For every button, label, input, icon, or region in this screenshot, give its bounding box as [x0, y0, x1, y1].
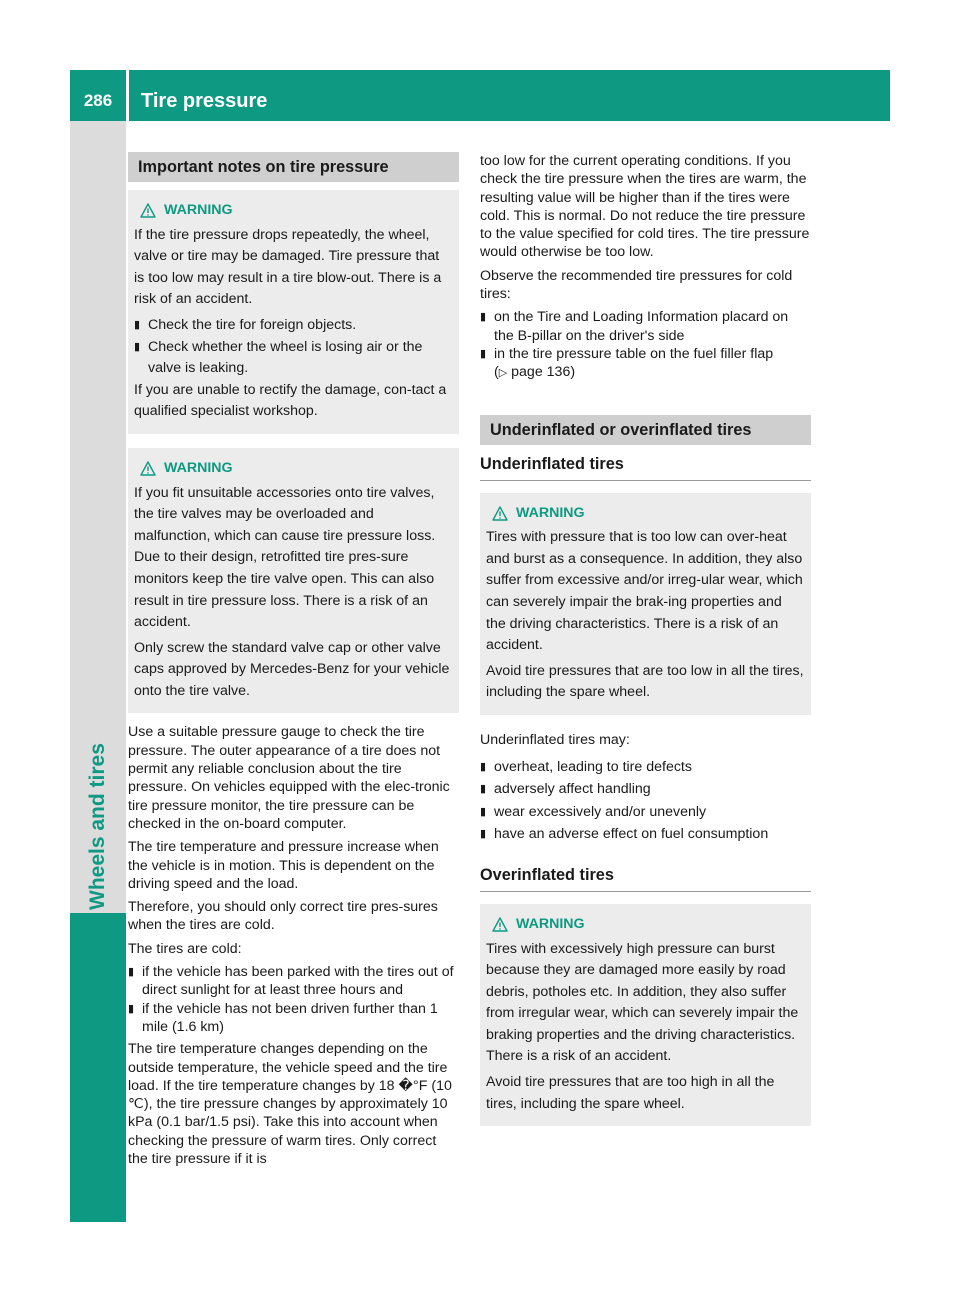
warning-box-1: [128, 190, 459, 434]
list-item: ▮ have an adverse effect on fuel consumption: [480, 823, 811, 846]
list-item: ▮ in the tire pressure table on the fuel filler flap (▷ page 136): [480, 345, 811, 383]
warning-title: WARNING: [134, 200, 453, 222]
warning-triangle-icon: [492, 917, 508, 932]
body-paragraph: The tire temperature and pressure increase when the vehicle is in motion. This is dependent on the driving speed and the load.: [128, 839, 439, 892]
bullet-icon: ▮: [128, 966, 135, 979]
bullet-icon: ▮: [480, 311, 487, 324]
bullet-icon: ▮: [128, 1002, 135, 1015]
list-item: ▮ Check the tire for foreign objects.: [134, 315, 453, 337]
warning-text: If you are unable to rectify the damage, con-tact a qualified specialist workshop.: [134, 381, 447, 420]
warning-text: If you fit unsuitable accessories onto tire valves, the tire valves may be overloaded and malfunction, which can cause tire pressure loss. Due to their design, retrofitted tire pres-sure monitors keep the tire valve open. This can also result in tire pressure loss. There is a risk of an accident.: [134, 484, 436, 631]
bullet-icon: ▮: [480, 805, 487, 818]
subheading-underinflated: Underinflated tires: [480, 453, 811, 481]
body-paragraph: The tires are cold:: [128, 940, 242, 957]
bullet-icon: ▮: [480, 347, 487, 360]
side-block: [70, 913, 126, 1222]
left-column: [128, 152, 459, 1173]
list-item: ▮ on the Tire and Loading Information placard on the B-pillar on the driver's side: [480, 309, 789, 344]
warning-title: WARNING: [486, 914, 805, 936]
header-divider: [126, 70, 129, 121]
bullet-icon: ▮: [134, 340, 141, 353]
list-item: ▮ overheat, leading to tire defects: [480, 756, 811, 779]
warning-triangle-icon: [492, 506, 508, 521]
warning-text: Only screw the standard valve cap or other valve caps approved by Mercedes-Benz for your vehicle onto the tire valve.: [134, 639, 450, 699]
body-paragraph: Use a suitable pressure gauge to check the tire pressure. The outer appearance of a tire does not permit any reliable conclusion about the tire pressure. On vehicles equipped with the elec-tronic tire pressure monitor, the tire pressure can be checked in the on-board computer.: [128, 724, 450, 832]
page-reference-arrow-icon: ▷: [498, 367, 508, 380]
body-paragraph: The tire temperature changes depending on the outside temperature, the vehicle speed and the tire load. If the tire temperature changes by 18 �°F (10 ℃), the tire pressure changes by approximately 10 kPa (0.1 bar/1.5 psi). Take this into account when checking the pressure of warm tires. Only correct the tire pressure if it is: [128, 1041, 452, 1167]
list-item: ▮ Check whether the wheel is losing air or the valve is leaking.: [134, 337, 453, 380]
warning-text: Tires with pressure that is too low can over-heat and burst as a consequence. In addition, they also suffer from excessive and/or irreg-ular wear, which can severely impair the brak-ing properties and the driving characteristics. There is a risk of an accident.: [486, 529, 803, 654]
side-tab-label: Wheels and tires: [86, 743, 109, 910]
body-paragraph: too low for the current operating conditions. If you check the tire pressure when the tires are warm, the resulting value will be higher than if the tires were cold. This is normal. Do not reduce the tire pressure to the value specified for cold tires. The tire pressure would otherwise be too low.: [480, 153, 810, 261]
warning-text: Avoid tire pressures that are too low in all the tires, including the spare wheel.: [486, 662, 804, 701]
body-paragraph: Observe the recommended tire pressures for cold tires:: [480, 267, 793, 303]
bullet-icon: ▮: [480, 760, 487, 773]
warning-triangle-icon: [140, 203, 156, 218]
bullet-icon: ▮: [480, 828, 487, 841]
warning-text: Tires with excessively high pressure can burst because they are damaged more easily by road debris, potholes etc. In addition, they also suffer from irregular wear, which can severely impair the braking properties and the driving characteristics. There is a risk of an accident.: [486, 940, 799, 1065]
bullet-icon: ▮: [134, 318, 141, 331]
warning-title: WARNING: [134, 458, 453, 480]
bullet-icon: ▮: [480, 783, 487, 796]
list-item: ▮ adversely affect handling: [480, 778, 811, 801]
page-title: Tire pressure: [141, 90, 268, 112]
page-number: 286: [83, 91, 113, 110]
list-item: ▮ if the vehicle has not been driven further than 1 mile (1.6 km): [128, 1000, 438, 1035]
body-paragraph: Therefore, you should only correct tire pres-sures when the tires are cold.: [128, 899, 438, 934]
warning-text: If the tire pressure drops repeatedly, the wheel, valve or tire may be damaged. Tire pressure that is too low may result in a tire blow-out. There is a risk of an accident.: [134, 226, 442, 308]
list-item: ▮ if the vehicle has been parked with the tires out of direct sunlight for at least three hours and: [128, 964, 454, 999]
section-heading-important-notes: Important notes on tire pressure: [128, 152, 459, 182]
subheading-overinflated: Overinflated tires: [480, 864, 811, 892]
list-item: ▮ wear excessively and/or unevenly: [480, 801, 811, 824]
body-paragraph: Underinflated tires may:: [480, 731, 630, 748]
warning-box-4: [480, 904, 811, 1126]
warning-box-2: [128, 448, 459, 714]
warning-box-3: [480, 493, 811, 715]
section-heading-underinflated-overinflated: Underinflated or overinflated tires: [480, 415, 811, 445]
warning-triangle-icon: [140, 461, 156, 476]
page-reference-link[interactable]: page 136): [511, 364, 576, 381]
warning-text: Avoid tire pressures that are too high in all the tires, including the spare wheel.: [486, 1074, 775, 1112]
warning-title: WARNING: [486, 503, 805, 525]
right-column: [480, 152, 811, 1126]
